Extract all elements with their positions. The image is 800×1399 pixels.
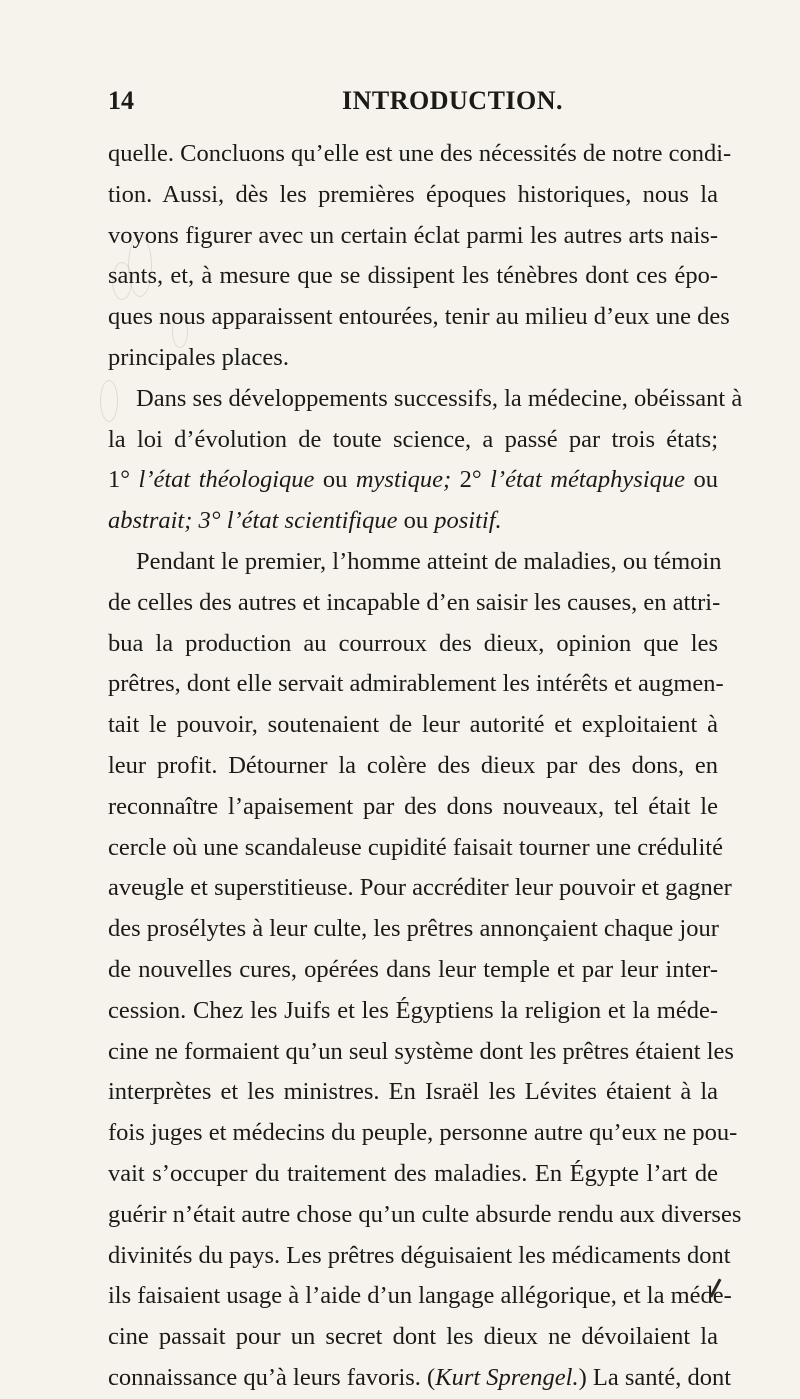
text-run: connaissance qu’à leurs favoris. ( [108, 1363, 436, 1391]
text-line: ils faisaient usage à l’aide d’un langage allégorique, et la méde- [108, 1282, 732, 1310]
text-line: de nouvelles cures, opérées dans leur temple et par leur inter- [108, 955, 718, 983]
italic-term: mystique; [355, 466, 460, 494]
text-line: aveugle et superstitieuse. Pour accréditer leur pouvoir et gagner [108, 874, 732, 902]
text-line: des prosélytes à leur culte, les prêtres annonçaient chaque jour [108, 915, 719, 943]
text-line: tion. Aussi, dès les premières époques historiques, nous la [108, 180, 718, 208]
running-title: INTRODUCTION. [342, 86, 564, 115]
text-run: 2° [459, 466, 491, 494]
text-line: leur profit. Détourner la colère des dieux par des dons, en [108, 751, 718, 779]
text-line [108, 501, 718, 542]
text-line: sants, et, à mesure que se dissipent les ténèbres dont ces épo- [108, 262, 718, 290]
text-run: ) La santé, dont [578, 1363, 732, 1391]
italic-term: abstrait; [108, 507, 199, 535]
text-line: voyons figurer avec un certain éclat parmi les autres arts nais- [108, 221, 718, 249]
text-line: prêtres, dont elle servait admirablement les intérêts et augmen- [108, 670, 724, 698]
body-text [108, 134, 743, 1399]
text-run: 1° [108, 466, 139, 494]
italic-citation: Kurt Sprengel. [435, 1363, 579, 1391]
text-line: quelle. Concluons qu’elle est une des nécessités de notre condi- [108, 140, 732, 167]
text-line: de celles des autres et incapable d’en saisir les causes, en attri- [108, 588, 721, 616]
text-line [108, 1358, 732, 1399]
text-run: ou [314, 466, 356, 494]
text-line [108, 460, 718, 501]
text-line: bua la production au courroux des dieux, opinion que les [108, 629, 718, 657]
italic-term: 3° l’état scientifique [198, 507, 398, 535]
text-line: divinités du pays. Les prêtres déguisaient les médicaments dont [108, 1241, 731, 1269]
text-line: fois juges et médecins du peuple, personne autre qu’eux ne pou- [108, 1119, 738, 1147]
text-line: cine passait pour un secret dont les dieux ne dévoilaient la [108, 1323, 718, 1351]
text-line: la loi d’évolution de toute science, a passé par trois états; [108, 425, 718, 453]
text-line: cine ne formaient qu’un seul système dont les prêtres étaient les [108, 1037, 734, 1065]
text-line: interprètes et les ministres. En Israël les Lévites étaient à la [108, 1078, 718, 1106]
italic-term: l’état métaphysique [490, 466, 686, 494]
text-line: ques nous apparaissent entourées, tenir au milieu d’eux une des [108, 303, 730, 331]
text-run: ou [397, 507, 435, 535]
text-line: Dans ses développements successifs, la médecine, obéissant à [136, 384, 743, 412]
text-line: vait s’occuper du traitement des maladies. En Égypte l’art de [108, 1159, 718, 1187]
italic-term: l’état théologique [138, 466, 315, 494]
text-line: cession. Chez les Juifs et les Égyptiens la religion et la méde- [108, 996, 718, 1024]
italic-term: positif. [434, 507, 502, 535]
text-line: principales places. [108, 343, 289, 371]
page-number: 14 [108, 86, 134, 115]
text-line: Pendant le premier, l’homme atteint de maladies, ou témoin [136, 547, 722, 575]
page-header [108, 86, 708, 126]
text-line: cercle où une scandaleuse cupidité faisait tourner une crédulité [108, 833, 723, 861]
text-line: tait le pouvoir, soutenaient de leur autorité et exploitaient à [108, 711, 718, 739]
text-line: guérir n’était autre chose qu’un culte absurde rendu aux diverses [108, 1200, 742, 1228]
text-run: ou [685, 466, 719, 494]
text-line: reconnaître l’apaisement par des dons nouveaux, tel était le [108, 792, 718, 820]
